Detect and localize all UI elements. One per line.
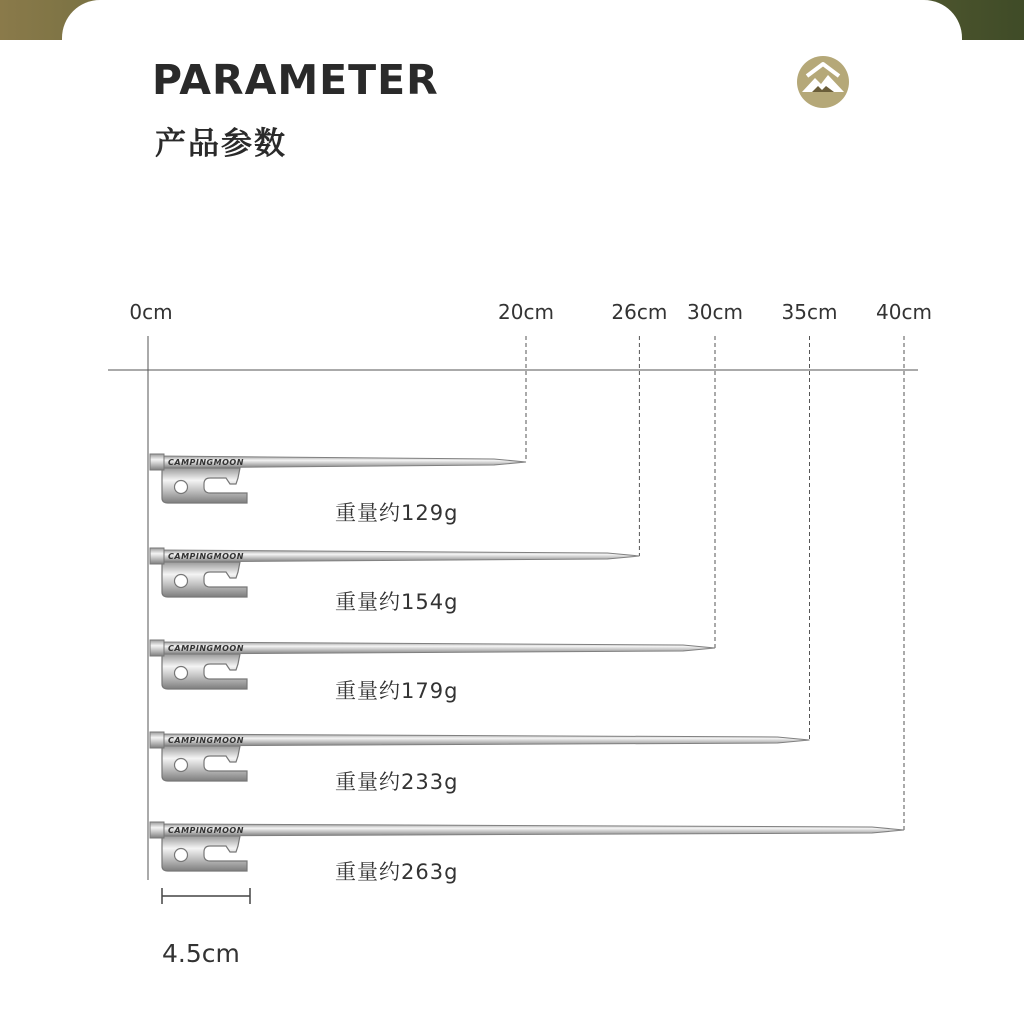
stake-head <box>150 454 164 470</box>
page-title: PARAMETER <box>152 56 439 104</box>
tick-label: 26cm <box>611 300 668 324</box>
tent-stake <box>150 822 904 884</box>
stake-head <box>150 822 164 838</box>
stake-hole <box>175 667 188 680</box>
ruler-ticks <box>498 300 932 830</box>
head-width-bracket <box>162 888 250 904</box>
stake-head <box>150 732 164 748</box>
origin-label: 0cm <box>129 300 173 324</box>
stake-weight-label: 重量约129g <box>335 501 459 525</box>
stake-weight-label: 重量约154g <box>335 590 459 614</box>
tent-stake <box>150 454 526 525</box>
stake-brand-text: CAMPINGMOON <box>168 644 244 653</box>
head-width-label: 4.5cm <box>162 939 240 968</box>
stake-head <box>150 640 164 656</box>
stakes-list <box>150 454 904 884</box>
stake-shaft <box>160 824 904 836</box>
tick-label: 40cm <box>876 300 932 324</box>
stake-head <box>150 548 164 564</box>
stake-brand-text: CAMPINGMOON <box>168 826 244 835</box>
tick-label: 30cm <box>687 300 743 324</box>
page-subtitle: 产品参数 <box>155 126 287 162</box>
stake-weight-label: 重量约263g <box>335 860 459 884</box>
stake-brand-text: CAMPINGMOON <box>168 552 244 561</box>
stake-hole <box>175 849 188 862</box>
stake-hole <box>175 481 188 494</box>
stake-weight-label: 重量约179g <box>335 679 459 703</box>
stake-brand-text: CAMPINGMOON <box>168 736 244 745</box>
tent-stake <box>150 548 639 614</box>
stake-brand-text: CAMPINGMOON <box>168 458 244 467</box>
tent-stake <box>150 732 810 794</box>
stake-weight-label: 重量约233g <box>335 770 459 794</box>
stake-shaft <box>160 734 810 746</box>
tick-label: 35cm <box>781 300 838 324</box>
tick-label: 20cm <box>498 300 554 324</box>
tent-stake <box>150 640 715 703</box>
stake-hole <box>175 759 188 772</box>
stake-hole <box>175 575 188 588</box>
